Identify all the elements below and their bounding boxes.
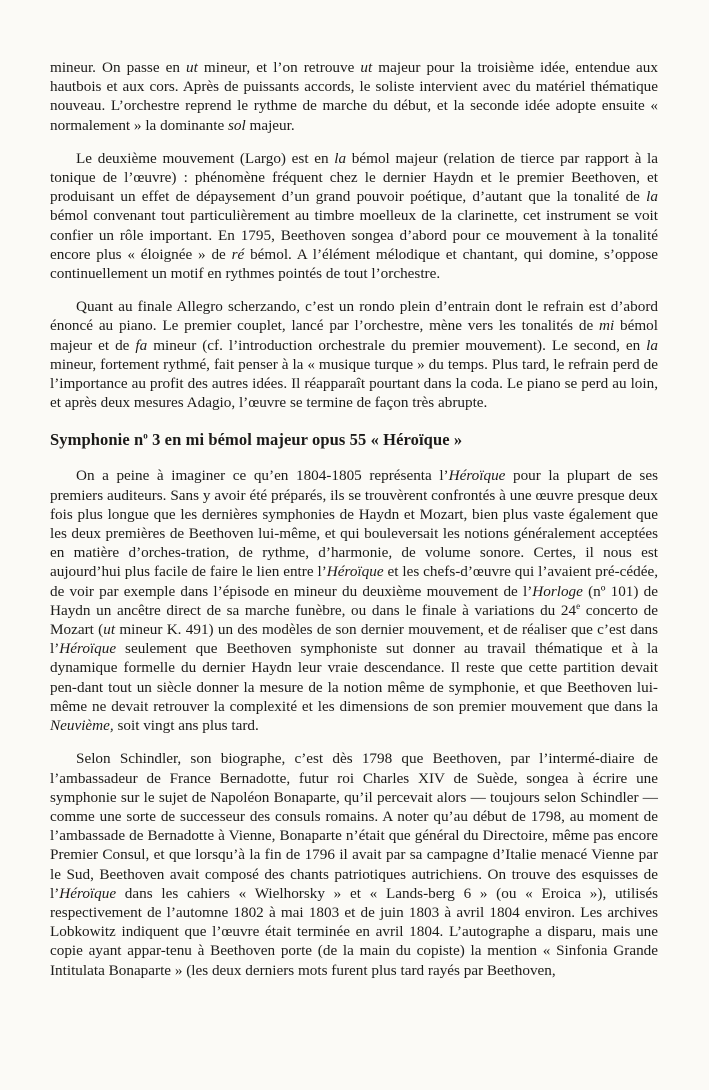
text-run: soit vingt ans plus tard.	[113, 717, 259, 735]
italic-text: Horloge	[532, 582, 583, 600]
text-run: mineur. On passe en	[50, 59, 187, 76]
text-run: Symphonie n	[50, 430, 144, 450]
italic-text: fa	[135, 336, 148, 354]
text-run: mineur, et l’on retrouve	[197, 59, 361, 76]
text-run: pour la plupart de ses premiers auditeurs. Sans y avoir été préparés, ils se trouvèrent confrontés à une œuvre presque deux fois plus longue que les dernières symphonies de Haydn et Mozart, bien plus vaste également que les deux premières de Beethoven lui-même, et qui bouleversait les notions généralement acceptées en matière d’orches-tration, de rythme, d’harmonie, de volume sonore. Certes, il nous est aujourd’hui plus facile de faire le lien entre l’	[50, 467, 658, 581]
text-run: mineur (cf. l’introduction orchestrale du premier mouvement). Le second, en	[147, 336, 647, 354]
italic-text: Héroïque	[448, 467, 506, 485]
italic-text: sol	[227, 116, 246, 134]
italic-text: la	[646, 188, 658, 206]
text-run: (nº 101) de Haydn un ancêtre direct de sa marche funèbre, ou dans le finale à variations du 24	[50, 582, 658, 619]
italic-text: Neuvième,	[50, 717, 114, 735]
text-run: Quant au finale Allegro scherzando, c’est un rondo plein d’entrain dont le refrain est d’abord énoncé au piano. Le premier couplet, lancé par l’orchestre, mène vers les tonalités de	[50, 298, 658, 335]
body-paragraph	[50, 466, 658, 735]
body-paragraph	[50, 749, 658, 979]
text-run: et les chefs-d’œuvre qui l’avaient pré-cédée, de voir par exemple dans l’épisode en mineur du deuxième mouvement de l’	[50, 563, 658, 600]
text-run: Selon Schindler, son biographe, c’est dès 1798 que Beethoven, par l’intermé-diaire de l’ambassadeur de France Bernadotte, futur roi Charles XIV de Suède, songea à écrire une symphonie sur le sujet de Napoléon Bonaparte, qu’il percevait alors — toujours selon Schindler — comme une sorte de successeur des consuls romains. A noter qu’au début de 1798, au moment de l’ambassade de Bernadotte à Vienne, Bonaparte n’était que général du Directoire, même pas encore Premier Consul, et que lorsqu’à la fin de 1796 il avait par sa campagne d’Italie menacé Vienne par le Sud, Beethoven avait composé des chants patriotiques autrichiens. On trouve des esquisses de l’	[50, 750, 658, 902]
text-run: dans les cahiers « Wielhorsky » et « Lands-berg 6 » (ou « Eroica »), utilisés respectivement de l’automne 1802 à mai 1803 et de juin 1803 à avril 1804 environ. Les archives Lobkowitz indiquent que l’œuvre était terminée en avril 1804. L’autographe a disparu, mais une copie ayant appar-tenu à Beethoven porte (de la main du copiste) la mention « Sinfonia Grande Intitulata Bonaparte » (les deux derniers mots furent plus tard rayés par Beethoven,	[50, 884, 658, 979]
body-paragraph	[50, 149, 658, 283]
text-run: Le deuxième mouvement (Largo) est en	[76, 149, 335, 167]
italic-text: Héroïque	[59, 640, 117, 658]
superscript: e	[576, 600, 581, 611]
italic-text: Héroïque	[326, 563, 384, 581]
text-run: mineur K. 491) un des modèles de son dernier mouvement, et de réaliser que c’est dans l’	[50, 621, 658, 658]
text-run: 3 en mi bémol majeur opus 55 « Héroïque »	[147, 430, 463, 450]
text-run: mineur, fortement rythmé, fait penser à la « musique turque » du temps. Plus tard, le refrain perd de l’importance au profit des autres idées. Il réapparaît pourtant dans la coda. Le piano se perd au loin, et après deux mesures Adagio, l’œuvre se termine de façon très abrupte.	[50, 355, 658, 412]
text-run: On a peine à imaginer ce qu’en 1804-1805 représenta l’	[76, 467, 449, 485]
body-paragraph	[50, 297, 658, 412]
text-run: bémol convenant tout particulièrement au timbre moelleux de la clarinette, cet instrument se voit confier un rôle important. En 1795, Beethoven songea d’abord pour ce mouvement à la tonalité encore plus « éloignée » de	[50, 207, 658, 263]
italic-text: ut	[360, 59, 373, 76]
italic-text: la	[334, 149, 347, 167]
text-run: seulement que Beethoven symphoniste sut donner au travail thématique et à la dynamique formelle du dernier Haydn leur vraie descendance. Il reste que cette partition devait pen-dant tout un siècle donner la mesure de la notion même de symphonie, et que Beethoven lui-même ne devait retrouver la complexité et les dimensions de son premier mouvement que dans la	[50, 640, 658, 715]
italic-text: ut	[186, 59, 198, 76]
italic-text: ut	[103, 621, 116, 639]
italic-text: ré	[231, 245, 245, 263]
text-run: concerto de Mozart (	[50, 601, 658, 639]
text-run: bémol. A l’élément mélodique et chantant, qui domine, s’oppose continuellement un motif en rythmes pointés de tout l’orchestre.	[50, 245, 658, 283]
superscript: o	[143, 430, 148, 441]
italic-text: Héroïque	[59, 884, 117, 902]
text-run: majeur pour la troisième idée, entendue aux hautbois et aux cors. Après de puissants accords, le soliste intervient avec du matériel thématique nouveau. L’orchestre reprend le rythme de marche du début, et la seconde idée adopte ensuite « normalement » la dominante	[50, 59, 658, 134]
body-paragraph	[50, 58, 658, 135]
text-run: majeur.	[245, 116, 295, 134]
italic-text: mi	[599, 317, 615, 335]
text-run: bémol majeur et de	[50, 317, 658, 354]
section-heading	[50, 430, 658, 450]
document-page	[50, 58, 658, 994]
text-run: bémol majeur (relation de tierce par rapport à la tonique de l’œuvre) : phénomène fréquent chez le dernier Haydn et le premier Beethoven, et produisant un effet de dépaysement d’un grand pouvoir poétique, d’autant que la tonalité de	[50, 149, 658, 206]
italic-text: la	[646, 336, 658, 354]
